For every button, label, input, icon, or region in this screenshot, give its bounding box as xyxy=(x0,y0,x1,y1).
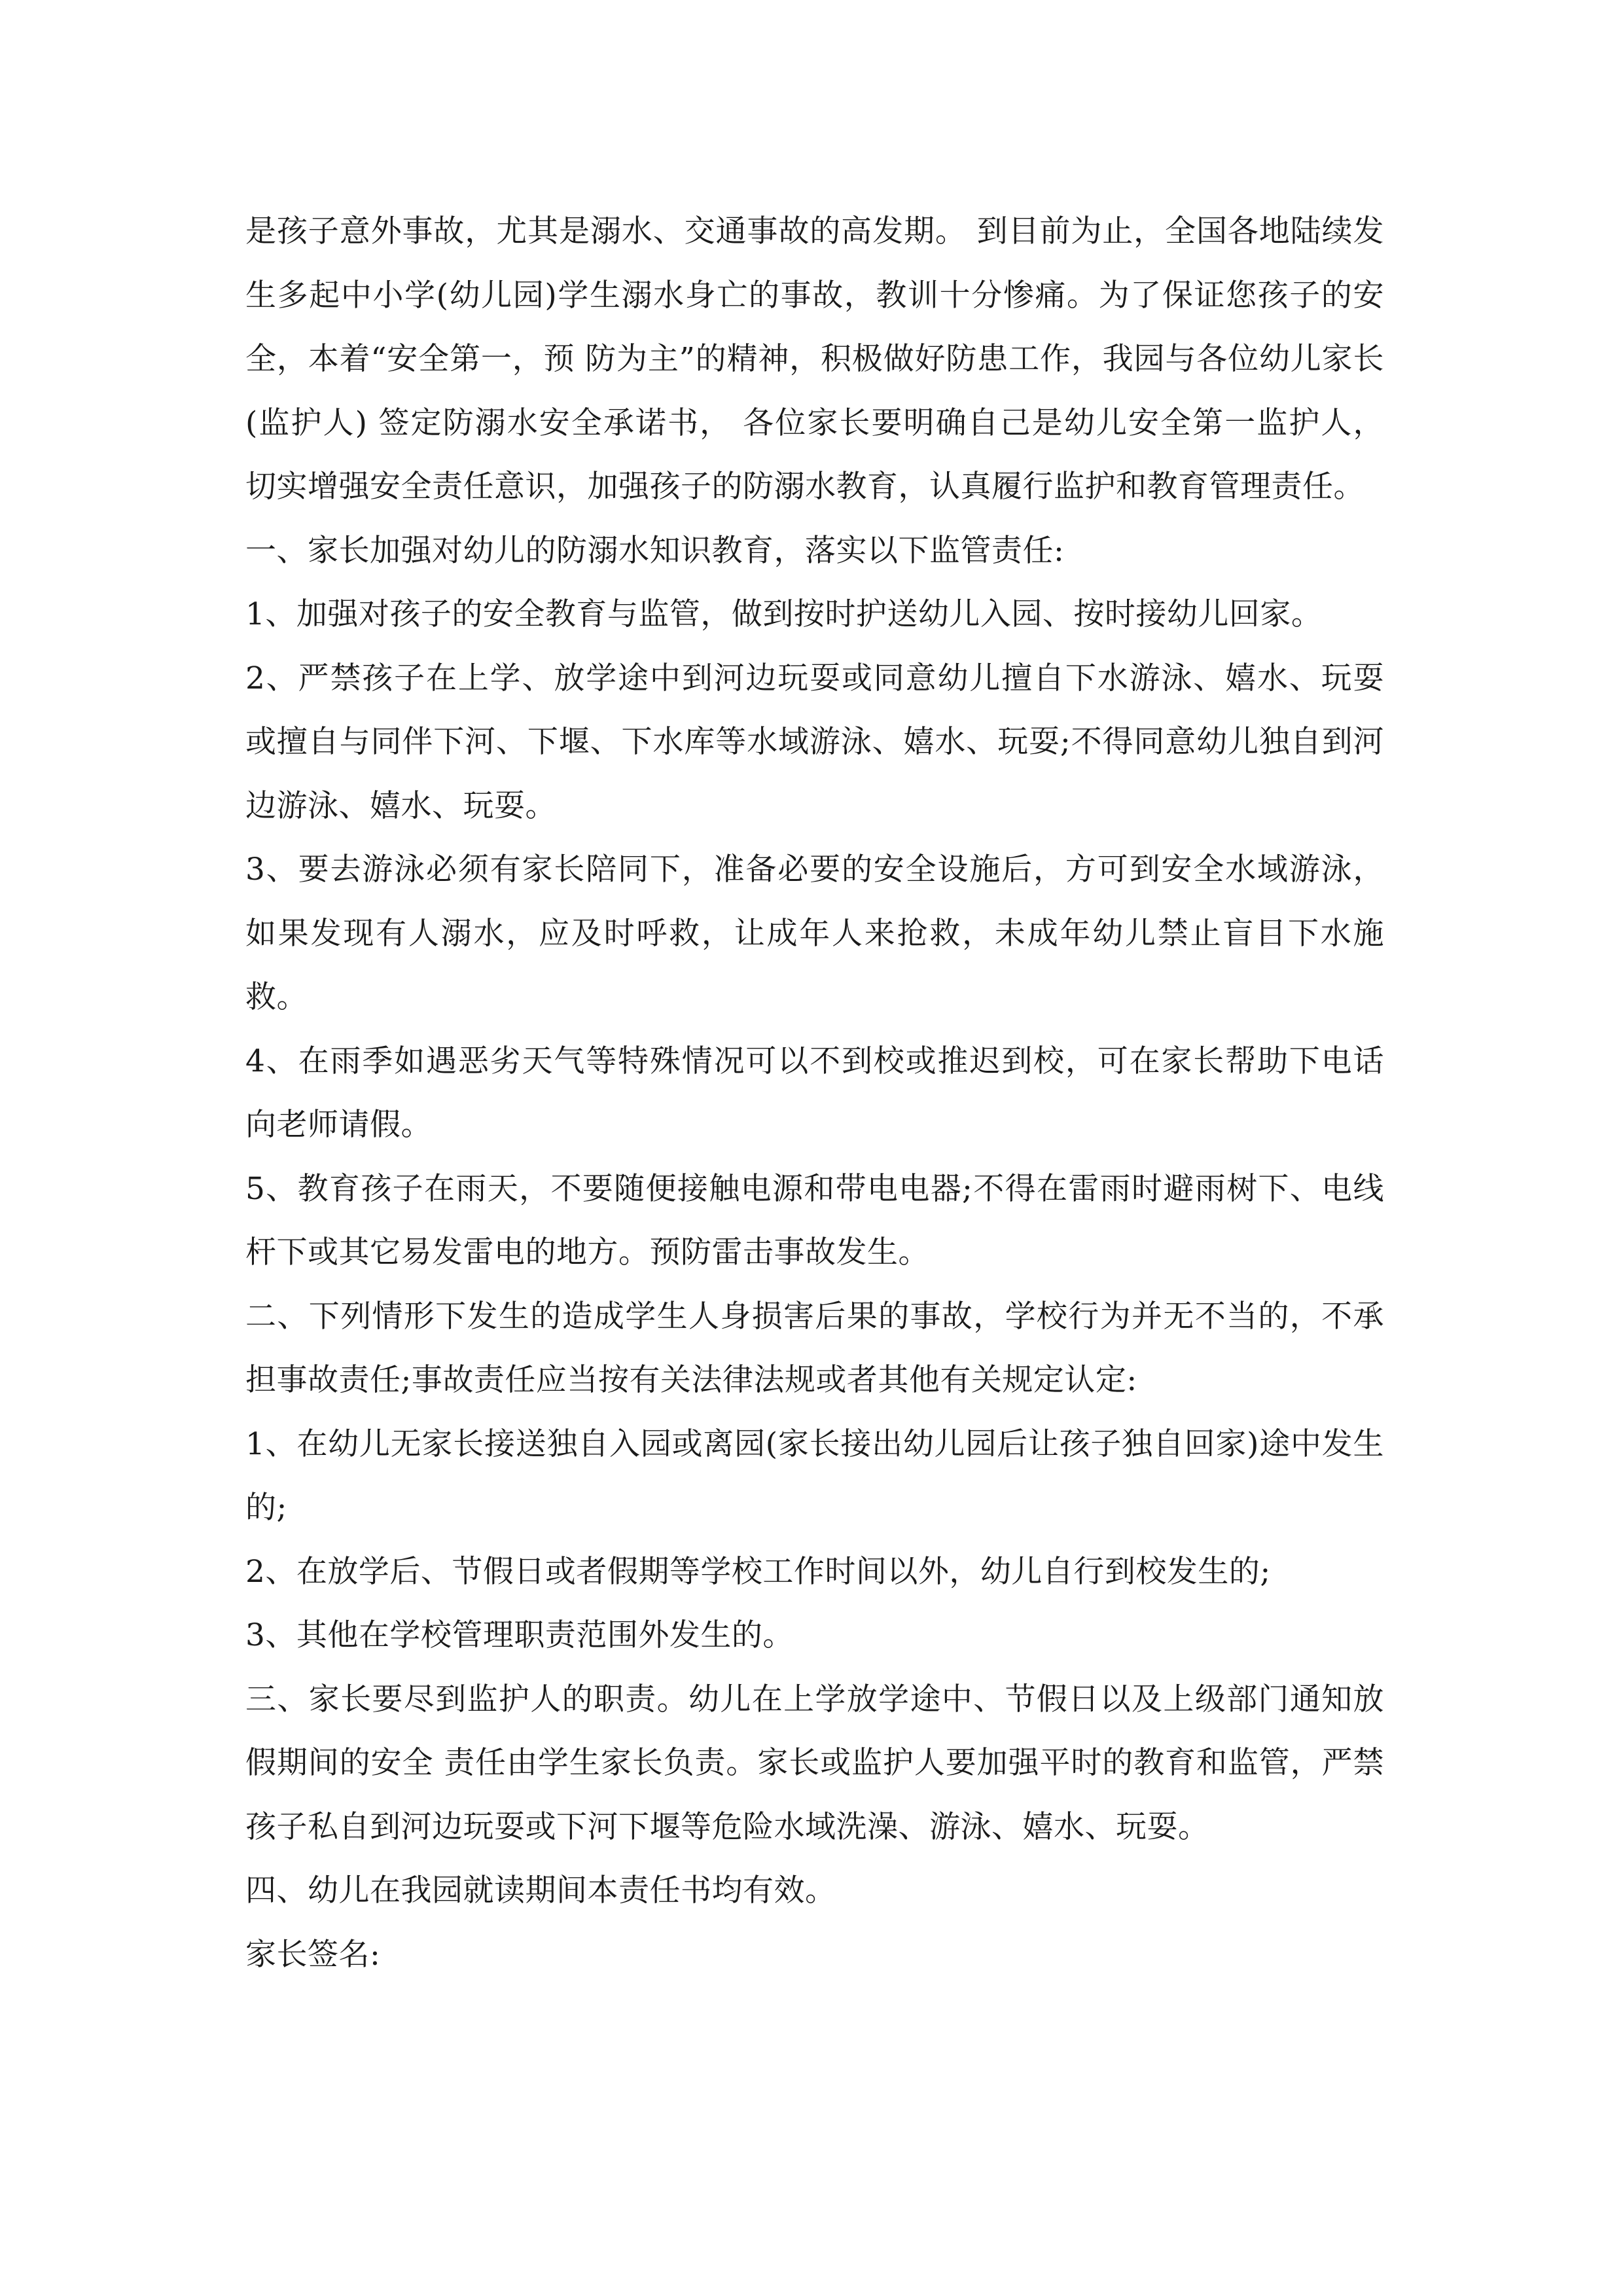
section-one-heading: 一、家长加强对幼儿的防溺水知识教育，落实以下监管责任: xyxy=(245,532,1065,569)
section-four-paragraph: 四、幼儿在我园就读期间本责任书均有效。 xyxy=(245,1873,836,1909)
section-three-paragraph: 三、家长要尽到监护人的职责。幼儿在上学放学途中、节假日以及上级部门通知放假期间的安全 责任由学生家长负责。家长或监护人要加强平时的教育和监管，严禁孩子私自到河边玩耍或下河下堰等危险水域洗澡、游泳、嬉水、玩耍。 xyxy=(245,1681,1384,1845)
section-one-item-5: 5、教育孩子在雨天，不要随便接触电源和带电电器;不得在雷雨时避雨树下、电线杆下或其它易发雷电的地方。预防雷击事故发生。 xyxy=(245,1170,1384,1270)
section-one-item-3: 3、要去游泳必须有家长陪同下，准备必要的安全设施后，方可到安全水域游泳，如果发现有人溺水，应及时呼救，让成年人来抢救，未成年幼儿禁止盲目下水施救。 xyxy=(245,852,1384,1015)
section-two-item-2: 2、在放学后、节假日或者假期等学校工作时间以外，幼儿自行到校发生的; xyxy=(245,1553,1271,1590)
section-one-item-2: 2、严禁孩子在上学、放学途中到河边玩耍或同意幼儿擅自下水游泳、嬉水、玩耍或擅自与同伴下河、下堰、下水库等水域游泳、嬉水、玩耍;不得同意幼儿独自到河边游泳、嬉水、玩耍。 xyxy=(245,660,1384,824)
section-one-item-4: 4、在雨季如遇恶劣天气等特殊情况可以不到校或推迟到校，可在家长帮助下电话向老师请假。 xyxy=(245,1043,1384,1143)
section-two-heading: 二、下列情形下发生的造成学生人身损害后果的事故，学校行为并无不当的，不承担事故责任;事故责任应当按有关法律法规或者其他有关规定认定: xyxy=(245,1298,1384,1398)
document-body xyxy=(245,200,1384,1986)
section-two-item-1: 1、在幼儿无家长接送独自入园或离园(家长接出幼儿园后让孩子独自回家)途中发生的; xyxy=(245,1426,1384,1526)
parent-signature-label: 家长签名: xyxy=(245,1936,381,1973)
section-one-item-1: 1、加强对孩子的安全教育与监管，做到按时护送幼儿入园、按时接幼儿回家。 xyxy=(245,596,1323,632)
section-two-item-3: 3、其他在学校管理职责范围外发生的。 xyxy=(245,1617,794,1653)
intro-paragraph: 是孩子意外事故，尤其是溺水、交通事故的高发期。 到目前为止，全国各地陆续发生多起中小学(幼儿园)学生溺水身亡的事故，教训十分惨痛。为了保证您孩子的安全，本着“安全第一，预 防为主”的精神，积极做好防患工作，我园与各位幼儿家长(监护人) 签定防溺水安全承诺书， 各位家长要明确自己是幼儿安全第一监护人， 切实增强安全责任意识，加强孩子的防溺水教育，认真履行监护和教育管理责任。 xyxy=(245,213,1384,505)
